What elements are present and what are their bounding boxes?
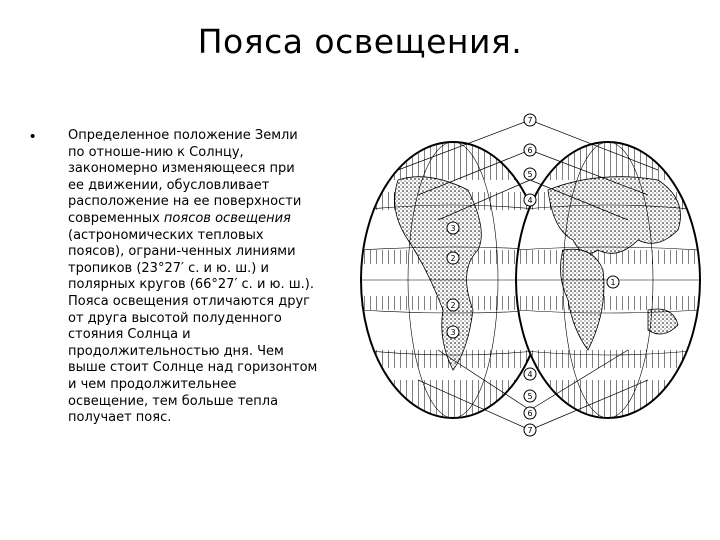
text-line: Пояса освещения отличаются друг	[68, 293, 311, 309]
zone-marker	[524, 368, 536, 380]
zone-number: 1	[610, 278, 616, 287]
text-line: и чем продолжительнее	[68, 376, 237, 392]
zone-marker	[524, 390, 536, 402]
text-line: получает пояс.	[68, 410, 172, 426]
text-line: продолжительностью дня. Чем	[68, 343, 284, 359]
zone-number: 5	[527, 170, 533, 179]
zone-number: 3	[450, 224, 456, 233]
zone-marker	[524, 168, 536, 180]
zone-number: 4	[527, 370, 533, 379]
text-line: Определенное положение Земли	[68, 128, 298, 143]
text-line: освещение, тем больше тепла	[68, 393, 279, 409]
bullet-marker: •	[30, 128, 36, 145]
text-line	[68, 211, 368, 228]
zone-number: 3	[450, 328, 456, 337]
zone-marker	[524, 144, 536, 156]
zone-number: 6	[527, 146, 533, 155]
zone-marker	[524, 407, 536, 419]
zone-number: 7	[527, 116, 533, 125]
text-segment: современных	[68, 210, 164, 226]
text-line: от друга высотой полуденного	[68, 310, 282, 326]
zone-marker	[447, 252, 459, 264]
slide-title: Пояса освещения.	[197, 22, 523, 61]
zone-number: 5	[527, 392, 533, 401]
zone-marker	[447, 222, 459, 234]
text-line: по отноше-нию к Солнцу,	[68, 144, 244, 160]
zone-number: 2	[450, 301, 456, 310]
zone-number: 6	[527, 409, 533, 418]
italic-term: поясов освещения	[163, 210, 291, 226]
text-line: (астрономических тепловых	[68, 227, 264, 243]
zone-marker	[447, 326, 459, 338]
text-line: ее движении, обусловливает	[68, 177, 270, 193]
text-line: полярных кругов (66°27′ с. и ю. ш.).	[68, 277, 314, 293]
zone-number: 7	[527, 426, 533, 435]
text-line: расположение на ее поверхности	[68, 194, 302, 210]
text-line: тропиков (23°27′ с. и ю. ш.) и	[68, 260, 269, 276]
text-line: закономерно изменяющееся при	[68, 161, 295, 177]
text-line: поясов), ограни-ченных линиями	[68, 244, 296, 260]
zone-marker	[524, 424, 536, 436]
zone-number: 2	[450, 254, 456, 263]
text-line: стояния Солнца и	[68, 327, 191, 343]
zone-marker	[447, 299, 459, 311]
bullet-text	[68, 128, 368, 427]
zone-marker	[607, 276, 619, 288]
zone-number: 4	[527, 196, 533, 205]
zone-marker	[524, 114, 536, 126]
illumination-zones-map	[358, 110, 703, 440]
text-line: выше стоит Солнце над горизонтом	[68, 360, 318, 376]
zone-marker	[524, 194, 536, 206]
